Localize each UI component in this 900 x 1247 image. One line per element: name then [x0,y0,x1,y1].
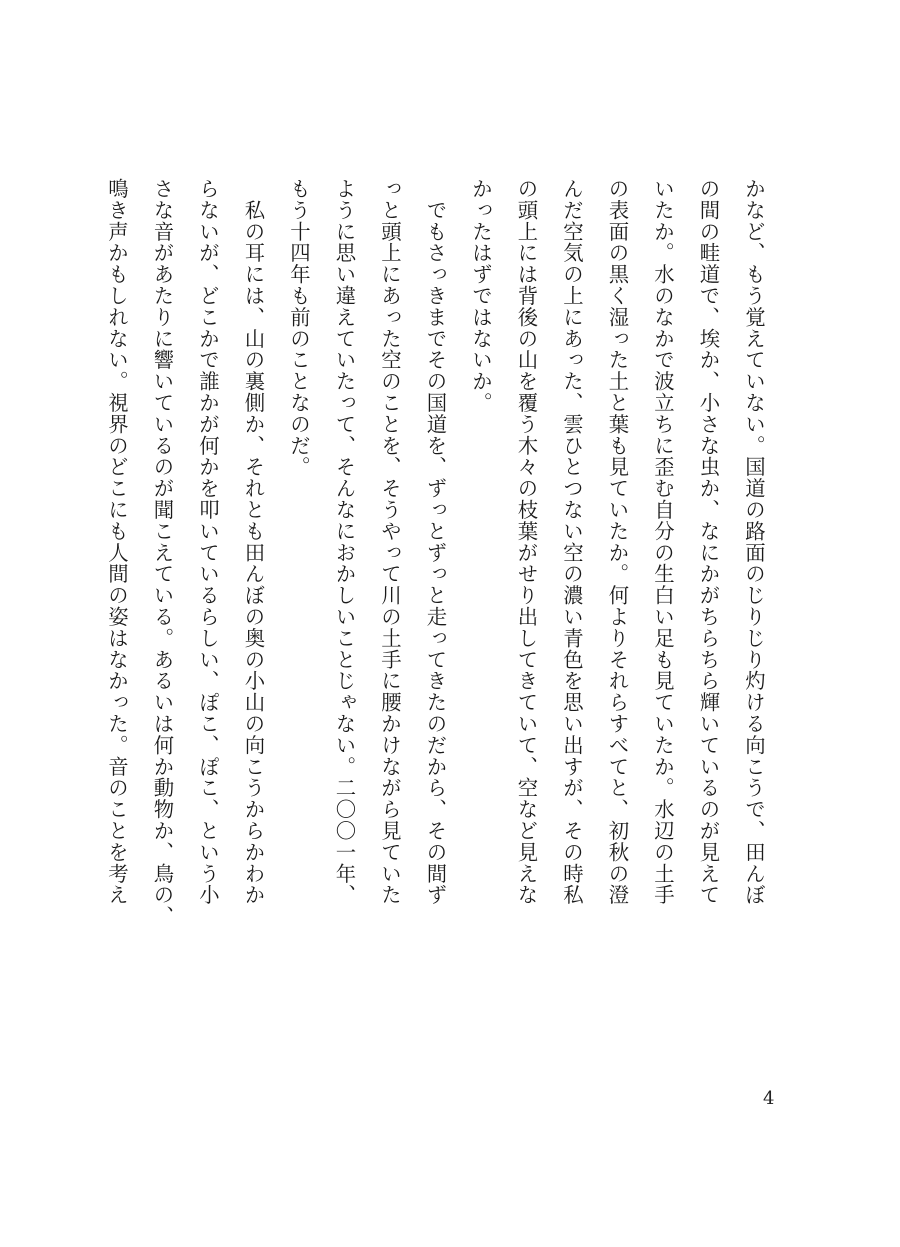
text-line: んだ空気の上にあった、雲ひとつない空の濃い青色を思い出すが、その時私 [560,178,584,906]
page-number: 4 [763,1088,775,1109]
text-line: もう十四年も前のことなのだ。 [287,178,311,478]
text-line: の間の畦道で、埃か、小さな虫か、なにかがちらちら輝いているのが見えて [696,178,721,906]
text-line: かったはずではないか。 [469,178,493,414]
text-line: いたか。水のなかで波立ちに歪む自分の生白い足も見ていたか。水辺の土手 [651,178,675,906]
text-line: さな音があたりに響いているのが聞こえている。あるいは何か動物か、鳥の、 [150,178,175,927]
vertical-text-block [94,178,777,998]
text-line: ように思い違えていたって、そんなにおかしいことじゃない。二〇〇一年、 [332,178,357,906]
text-line: の表面の黒く湿った土と葉も見ていたか。何よりそれらすべてと、初秋の澄 [605,178,630,906]
text-line: らないが、どこかで誰かが何かを叩いているらしい、ぽこ、ぽこ、という小 [196,178,220,906]
text-line: かなど、もう覚えていない。国道の路面のじりじり灼ける向こうで、田んぼ [742,178,766,906]
text-line: 私の耳には、山の裏側か、それとも田んぼの奥の小山の向こうからかわか [241,178,266,906]
text-line: でもさっきまでその国道を、ずっとずっと走ってきたのだから、その間ず [423,178,448,906]
text-line: 鳴き声かもしれない。視界のどこにも人間の姿はなかった。音のことを考え [105,178,129,906]
text-line: っと頭上にあった空のことを、そうやって川の土手に腰かけながら見ていた [378,178,402,906]
text-line: の頭上には背後の山を覆う木々の枝葉がせり出してきていて、空など見えな [514,178,539,906]
